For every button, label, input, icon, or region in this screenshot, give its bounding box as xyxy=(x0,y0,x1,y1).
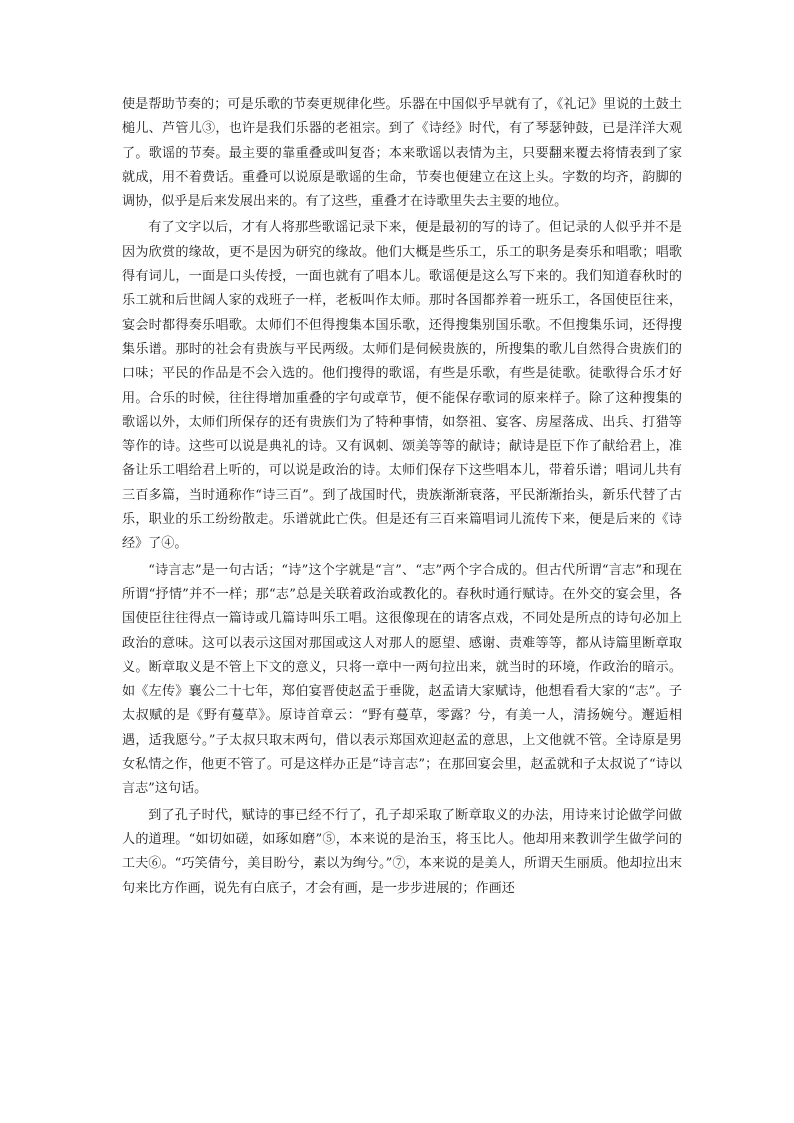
paragraph-confucius-era: 到了孔子时代，赋诗的事已经不行了，孔子却采取了断章取义的办法，用诗来讨论做学问做人的道理。“如切如磋，如琢如磨”⑤，本来说的是治玉，将玉比人。他却用来教训学生做学问的工夫⑥。“巧笑倩兮，美目盼兮，素以为绚兮。”⑦，本来说的是美人，所谓天生丽质。他却拉出末句来比方作画，说先有白底子，才会有画，是一步步进展的；作画还 xyxy=(122,807,682,896)
body-text xyxy=(122,93,682,903)
paragraph-continued: 使是帮助节奏的；可是乐歌的节奏更规律化些。乐器在中国似乎早就有了，《礼记》里说的土鼓土槌儿、芦管儿③，也许是我们乐器的老祖宗。到了《诗经》时代，有了琴瑟钟鼓，已是洋洋大观了。歌谣的节奏。最主要的靠重叠或叫复沓；本来歌谣以表情为主，只要翻来覆去将情表到了家就成，用不着费话。重叠可以说原是歌谣的生命，节奏也便建立在这上头。字数的均齐，韵脚的调协，似乎是后来发展出来的。有了这些，重叠才在诗歌里失去主要的地位。 xyxy=(122,97,682,210)
paragraph-shi-yan-zhi: “诗言志”是一句古话；“诗”这个字就是“言”、“志”两个字合成的。但古代所谓“言志”和现在所谓“抒情”并不一样；那“志”总是关联着政治或教化的。春秋时通行赋诗。在外交的宴会里，各国使臣往往得点一篇诗或几篇诗叫乐工唱。这很像现在的请客点戏，不同处是所点的诗句必加上政治的意味。这可以表示这国对那国或这人对那人的愿望、感谢、责难等等，都从诗篇里断章取义。断章取义是不管上下文的意义，只将一章中一两句拉出来，就当时的环境，作政治的暗示。如《左传》襄公二十七年，郑伯宴晋使赵孟于垂陇，赵孟请大家赋诗，他想看看大家的“志”。子太叔赋的是《野有蔓草》。原诗首章云：“野有蔓草，零露？兮，有美一人，清扬婉兮。邂逅相遇，适我愿兮。”子太叔只取末两句，借以表示郑国欢迎赵孟的意思，上文他就不管。全诗原是男女私情之作，他更不管了。可是这样办正是“诗言志”；在那回宴会里，赵孟就和子太叔说了“诗以言志”这句话。 xyxy=(122,562,682,797)
paragraph-recording-songs: 有了文字以后，才有人将那些歌谣记录下来，便是最初的写的诗了。但记录的人似乎并不是因为欣赏的缘故，更不是因为研究的缘故。他们大概是些乐工，乐工的职务是奏乐和唱歌；唱歌得有词儿，一面是口头传授，一面也就有了唱本儿。歌谣便是这么写下来的。我们知道春秋时的乐工就和后世阔人家的戏班子一样，老板叫作太师。那时各国都养着一班乐工，各国使臣往来，宴会时都得奏乐唱歌。太师们不但得搜集本国乐歌，还得搜集别国乐歌。不但搜集乐词，还得搜集乐谱。那时的社会有贵族与平民两级。太师们是伺候贵族的，所搜集的歌儿自然得合贵族们的口味；平民的作品是不会入选的。他们搜得的歌谣，有些是乐歌，有些是徒歌。徒歌得合乐才好用。合乐的时候，往往得增加重叠的字句或章节，便不能保存歌词的原来样子。除了这种搜集的歌谣以外，太师们所保存的还有贵族们为了特种事情，如祭祖、宴客、房屋落成、出兵、打猎等等作的诗。这些可以说是典礼的诗。又有讽刺、颂美等等的献诗；献诗是臣下作了献给君上，准备让乐工唱给君上听的，可以说是政治的诗。太师们保存下这些唱本儿，带着乐谱；唱词儿共有三百多篇，当时通称作“诗三百”。到了战国时代，贵族渐渐衰落，平民渐渐抬头，新乐代替了古乐，职业的乐工纷纷散走。乐谱就此亡佚。但是还有三百来篇唱词儿流传下来，便是后来的《诗经》了④。 xyxy=(122,220,682,552)
